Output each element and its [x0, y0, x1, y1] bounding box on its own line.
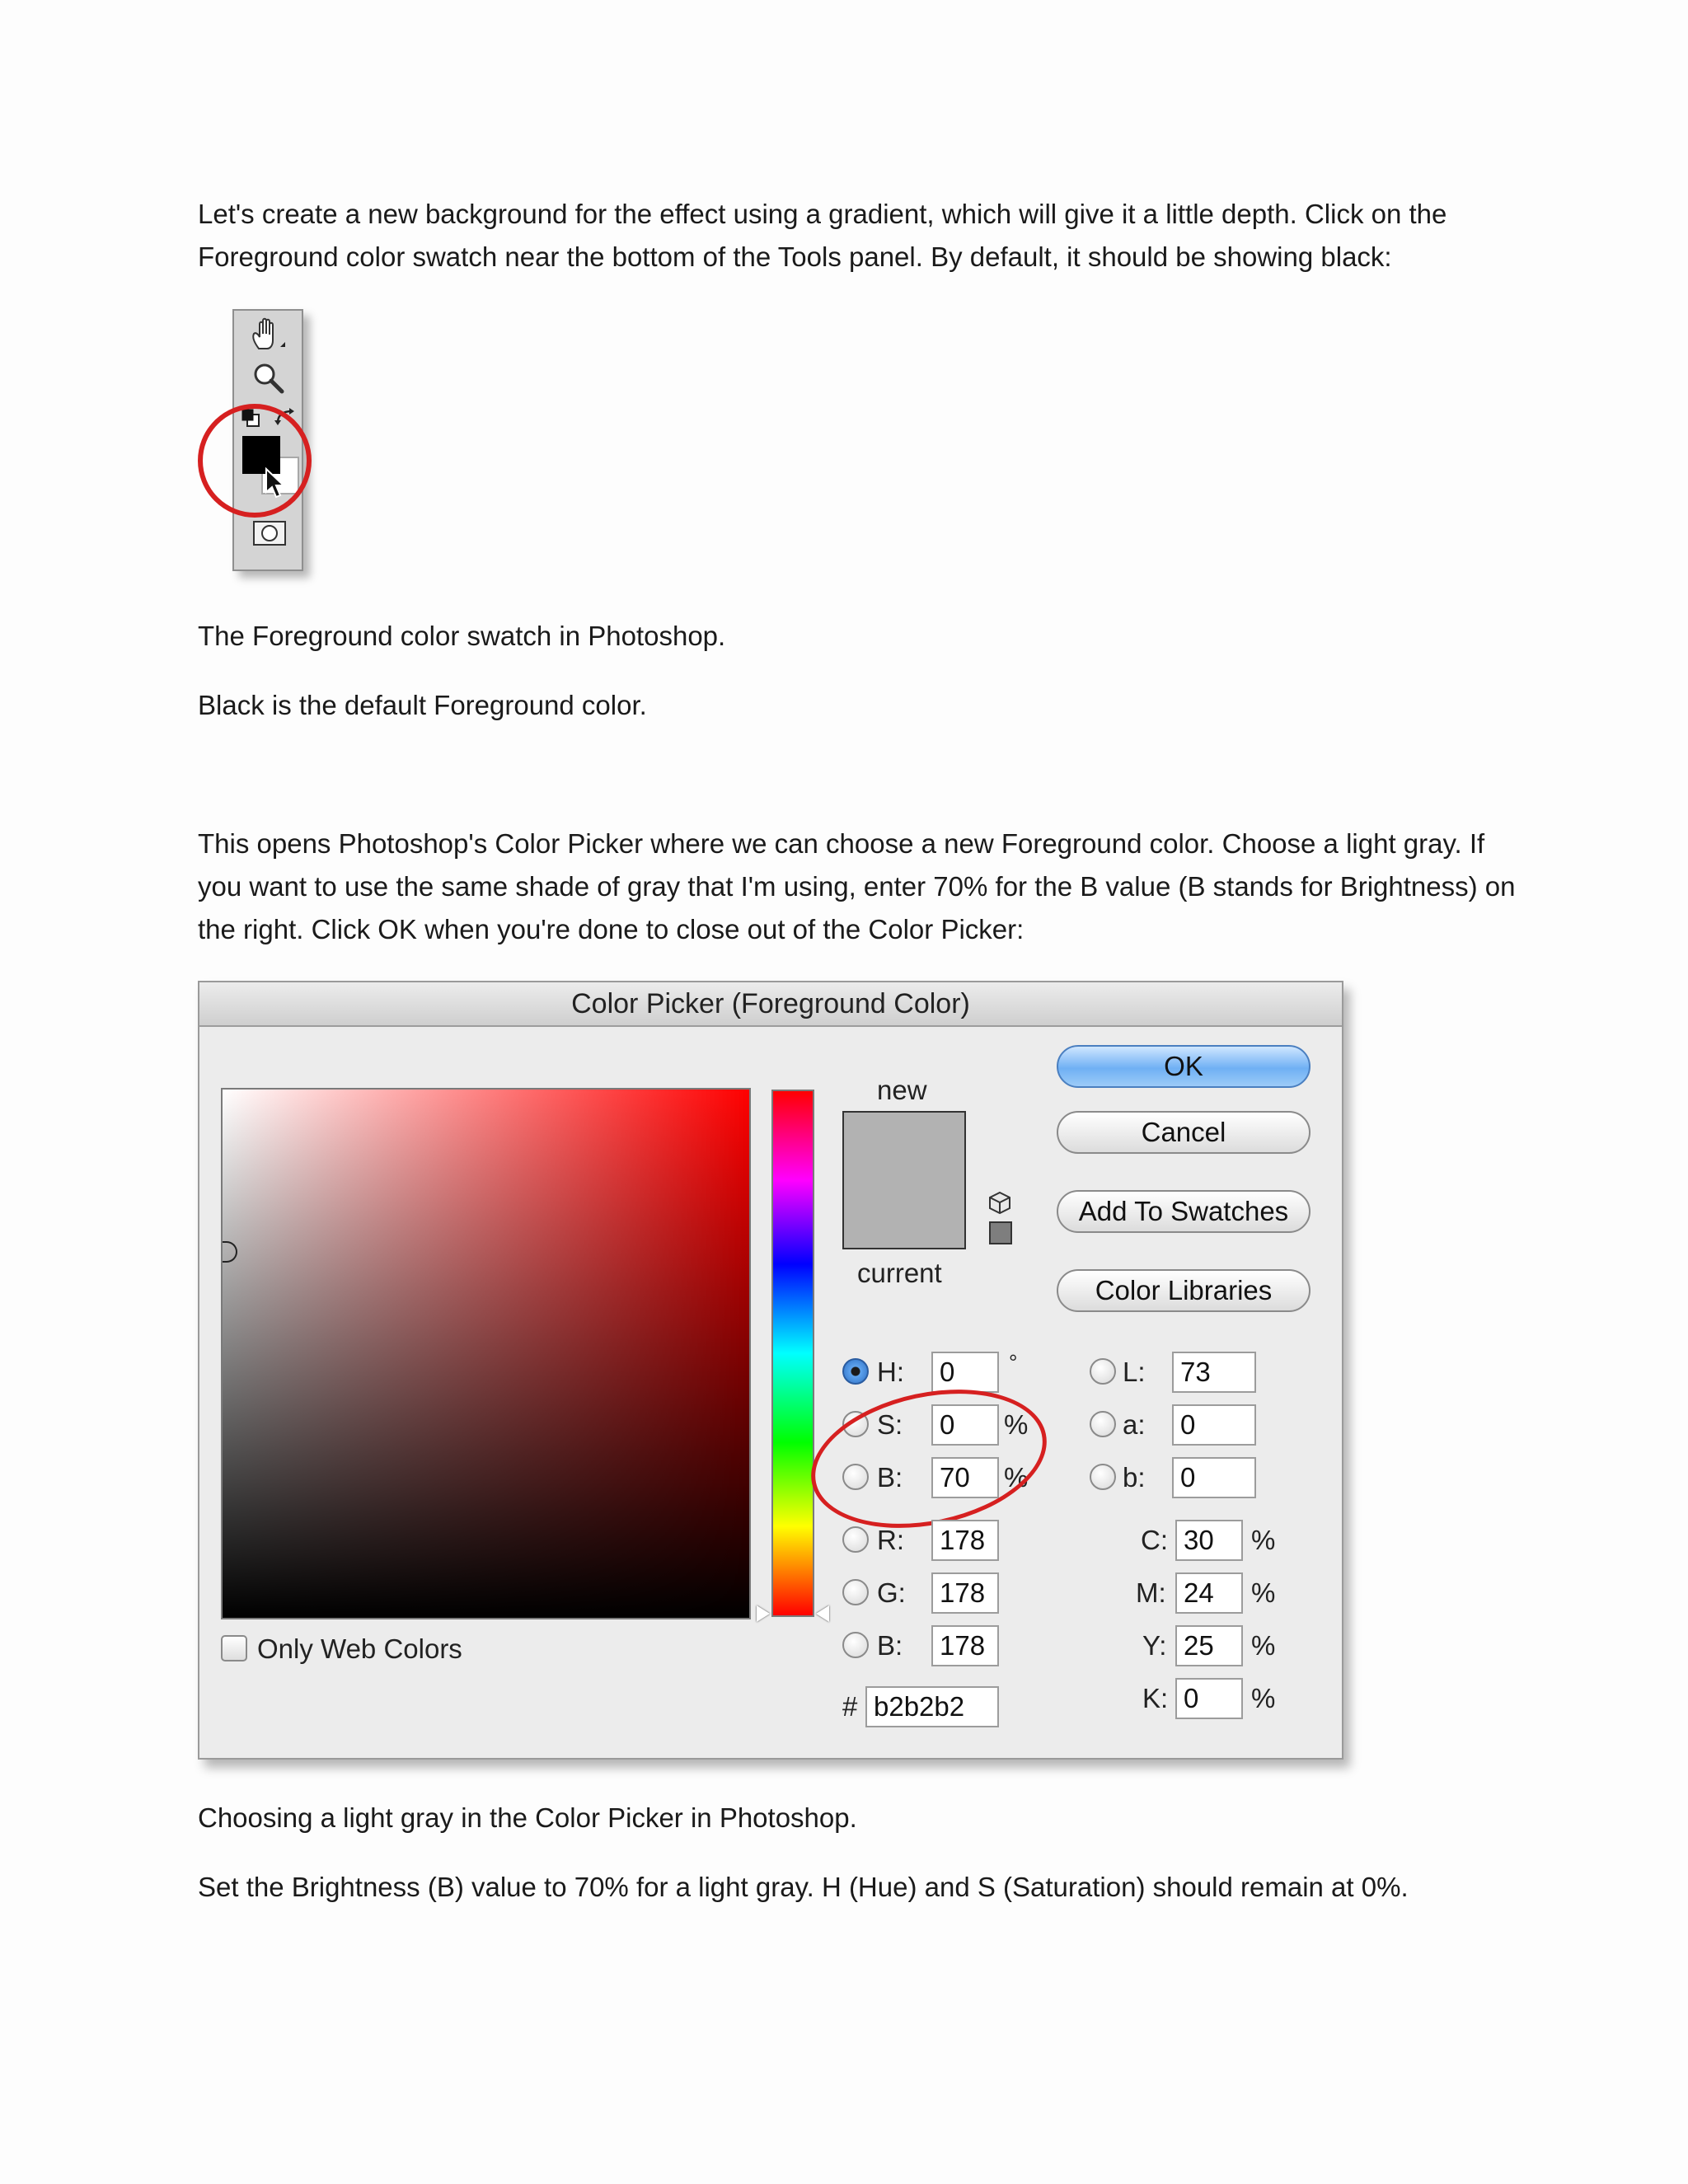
input-red[interactable]: 178	[931, 1520, 999, 1561]
dialog-title: Color Picker (Foreground Color)	[199, 982, 1342, 1027]
only-web-colors-label: Only Web Colors	[257, 1633, 462, 1664]
input-b-lab[interactable]: 0	[1172, 1457, 1256, 1498]
color-libraries-button[interactable]: Color Libraries	[1057, 1269, 1311, 1312]
input-yellow[interactable]: 25	[1175, 1625, 1243, 1666]
input-brightness[interactable]: 70	[931, 1457, 999, 1498]
new-color-swatch	[842, 1111, 966, 1249]
unit-percent-m: %	[1251, 1577, 1276, 1608]
caption-tools: The Foreground color swatch in Photoshop.	[198, 621, 726, 651]
radio-blue[interactable]	[842, 1632, 869, 1658]
caption-color-picker: Choosing a light gray in the Color Picker in Photoshop.	[198, 1802, 857, 1833]
label-cyan: C:	[1141, 1525, 1168, 1555]
unit-percent-y: %	[1251, 1630, 1276, 1661]
input-black-k[interactable]: 0	[1175, 1678, 1243, 1719]
color-field[interactable]	[221, 1088, 751, 1619]
unit-percent-k: %	[1251, 1683, 1276, 1713]
quick-mask-icon[interactable]	[252, 518, 287, 548]
input-a[interactable]: 0	[1172, 1404, 1256, 1446]
new-label: new	[877, 1075, 927, 1105]
gamut-cube-icon[interactable]	[987, 1190, 1012, 1215]
radio-b-lab[interactable]	[1090, 1464, 1116, 1490]
label-black-k: K:	[1142, 1683, 1169, 1713]
label-l: L:	[1123, 1357, 1146, 1387]
label-saturation: S:	[877, 1409, 903, 1440]
highlight-circle	[198, 404, 312, 518]
input-green[interactable]: 178	[931, 1572, 999, 1614]
ok-button[interactable]: OK	[1057, 1045, 1311, 1088]
hand-icon[interactable]	[247, 316, 288, 354]
input-magenta[interactable]: 24	[1175, 1572, 1243, 1614]
input-cyan[interactable]: 30	[1175, 1520, 1243, 1561]
label-hue: H:	[877, 1357, 904, 1387]
label-blue: B:	[877, 1630, 903, 1661]
brightness-highlight-circle	[799, 1370, 1060, 1549]
current-label: current	[857, 1258, 942, 1288]
label-b-lab: b:	[1123, 1462, 1146, 1493]
web-safe-swatch[interactable]	[989, 1221, 1012, 1244]
input-blue[interactable]: 178	[931, 1625, 999, 1666]
color-field-marker[interactable]	[223, 1241, 237, 1263]
radio-l[interactable]	[1090, 1358, 1116, 1385]
label-brightness: B:	[877, 1462, 903, 1493]
zoom-icon[interactable]	[251, 360, 287, 396]
add-to-swatches-button[interactable]: Add To Swatches	[1057, 1190, 1311, 1233]
unit-degree: °	[1009, 1350, 1018, 1375]
label-yellow: Y:	[1142, 1630, 1167, 1661]
label-green: G:	[877, 1577, 906, 1608]
description-color-picker: Set the Brightness (B) value to 70% for a light gray. H (Hue) and S (Saturation) should remain at 0%.	[198, 1872, 1409, 1902]
cancel-button[interactable]: Cancel	[1057, 1111, 1311, 1154]
radio-green[interactable]	[842, 1579, 869, 1605]
hue-slider[interactable]	[771, 1090, 814, 1617]
only-web-colors-checkbox[interactable]	[221, 1635, 247, 1661]
color-picker-dialog	[198, 981, 1343, 1760]
unit-percent-b: %	[1004, 1462, 1029, 1493]
unit-percent-s: %	[1004, 1409, 1029, 1440]
unit-percent-c: %	[1251, 1525, 1276, 1555]
hex-label: #	[842, 1691, 858, 1722]
intro-paragraph: Let's create a new background for the effect using a gradient, which will give it a little depth. Click on the Foreground color swatch near the bottom of the Tools panel. By default, it should be showing black:	[198, 199, 1447, 272]
input-hue[interactable]: 0	[931, 1352, 999, 1393]
input-saturation[interactable]: 0	[931, 1404, 999, 1446]
input-l[interactable]: 73	[1172, 1352, 1256, 1393]
hue-slider-left-handle[interactable]	[757, 1605, 770, 1622]
label-magenta: M:	[1136, 1577, 1166, 1608]
input-hex[interactable]: b2b2b2	[865, 1686, 999, 1727]
hue-slider-right-handle[interactable]	[816, 1605, 829, 1622]
label-red: R:	[877, 1525, 904, 1555]
label-a: a:	[1123, 1409, 1146, 1440]
radio-hue[interactable]	[842, 1358, 869, 1385]
color-picker-paragraph: This opens Photoshop's Color Picker where we can choose a new Foreground color. Choose a light gray. If you want to use the same shade of gray that I'm using, enter 70% for the B value (B stands for Brightness) on the right. Click OK when you're done to close out of the Color Picker:	[198, 828, 1516, 944]
radio-a[interactable]	[1090, 1411, 1116, 1437]
description-tools: Black is the default Foreground color.	[198, 690, 647, 720]
radio-red[interactable]	[842, 1526, 869, 1553]
